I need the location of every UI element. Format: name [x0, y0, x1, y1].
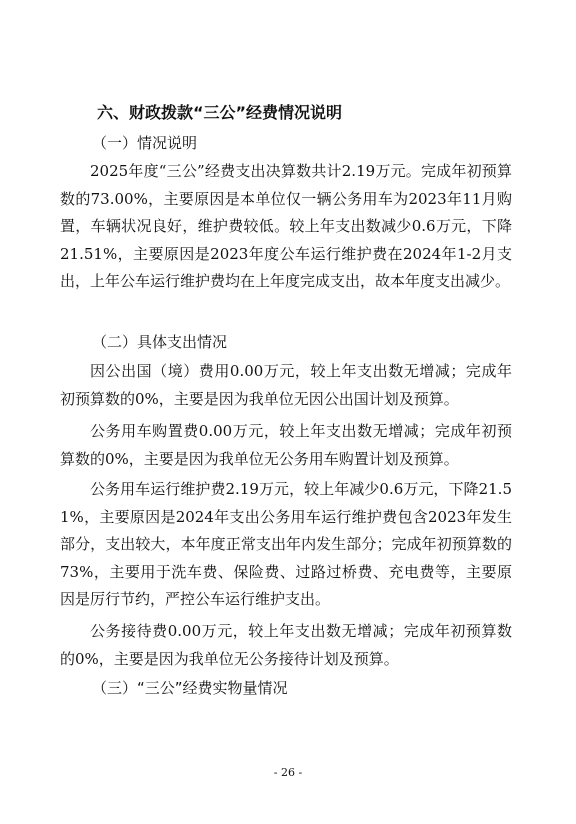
paragraph-summary: 2025年度“三公”经费支出决算数共计2.19万元。完成年初预算数的73.00%，主要原因是本单位仅一辆公务用车为2023年11月购置，车辆状况良好，维护费较低。较上年支出数减少0.6万元，下降21.51%，主要原因是2023年度公车运行维护费在2024年1-2月支出，上年公车运行维护费均在上年度完成支出，故本年度支出减少。 — [60, 162, 512, 290]
subsection-title-1: （一）情况说明 — [92, 134, 198, 152]
section-title: 六、财政拨款“三公”经费情况说明 — [97, 103, 343, 122]
page-number: - 26 - — [273, 766, 303, 779]
paragraph-overseas-travel: 因公出国（境）费用0.00万元，较上年支出数无增减；完成年初预算数的0%，主要是因为我单位无因公出国计划及预算。 — [60, 362, 512, 408]
paragraph-vehicle-purchase: 公务用车购置费0.00万元，较上年支出数无增减；完成年初预算数的0%，主要是因为我单位无公务用车购置计划及预算。 — [60, 422, 512, 468]
paragraph-official-reception: 公务接待费0.00万元，较上年支出数无增减；完成年初预算数的0%，主要是因为我单位无公务接待计划及预算。 — [60, 622, 512, 668]
paragraph-vehicle-maintenance: 公务用车运行维护费2.19万元，较上年减少0.6万元，下降21.51%，主要原因是2024年支出公务用车运行维护费包含2023年发生部分，支出较大，本年度正常支出年内发生部分；完成年初预算数的73%，主要用于洗车费、保险费、过路过桥费、充电费等，主要原因是厉行节约，严控公车运行维护支出。 — [60, 480, 512, 608]
subsection-title-3: （三）“三公”经费实物量情况 — [92, 679, 288, 697]
subsection-title-2: （二）具体支出情况 — [92, 333, 228, 351]
